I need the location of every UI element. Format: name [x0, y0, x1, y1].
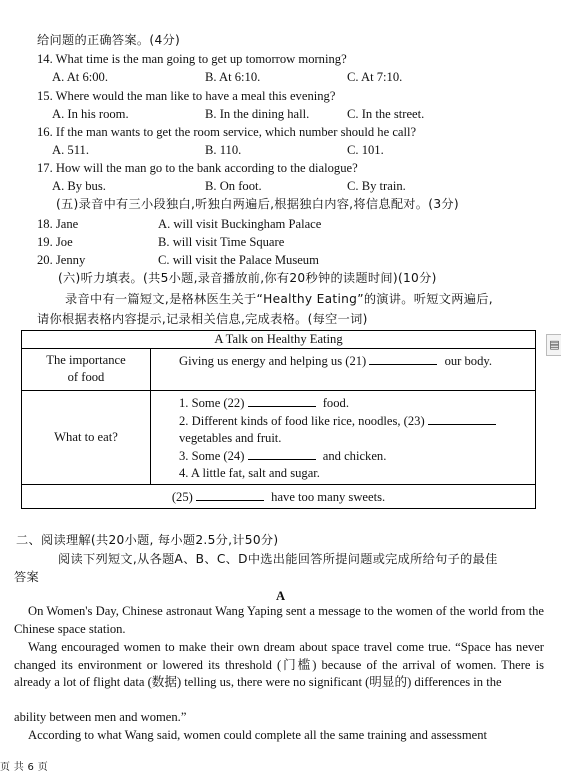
section-2-intro-line-1: 阅读下列短文,从各题A、B、C、D中选出能回答所提问题或完成所给句子的最佳	[58, 552, 498, 566]
page-footer: 页 共 6 页	[0, 762, 48, 773]
match-18-name: 18. Jane	[37, 217, 79, 231]
blank-25-suffix: have too many sweets.	[271, 490, 386, 504]
healthy-eating-table	[21, 330, 536, 509]
blank-21-prefix: Giving us energy and helping us (21)	[179, 354, 367, 368]
passage-paragraph-3: According to what Wang said, women could complete all the same training and assessment	[28, 728, 488, 742]
table-row-what-to-eat-label: What to eat?	[22, 391, 151, 485]
blank-23-continuation: vegetables and fruit.	[179, 431, 282, 445]
blank-22-prefix: 1. Some (22)	[179, 396, 245, 410]
blank-21-line[interactable]	[369, 352, 437, 365]
section-2-intro-line-2: 答案	[14, 570, 39, 584]
match-19-name: 19. Joe	[37, 235, 73, 249]
question-14-stem: 14. What time is the man going to get up tomorrow morning?	[37, 52, 347, 66]
blank-23-prefix: 2. Different kinds of food like rice, noodles, (23)	[179, 414, 425, 428]
blank-22-suffix: food.	[322, 396, 349, 410]
blank-25-line[interactable]	[196, 488, 264, 501]
question-16-option-c: C. 101.	[347, 143, 384, 157]
section-5-title: (五)录音中有三小段独白,听独白两遍后,根据独白内容,将信息配对。(3分)	[56, 197, 459, 211]
importance-label-line-2: of food	[67, 370, 105, 384]
question-14-option-b: B. At 6:10.	[205, 70, 261, 84]
question-15-stem: 15. Where would the man like to have a meal this evening?	[37, 89, 336, 103]
document-icon[interactable]: ▤	[546, 334, 561, 356]
section-6-intro-line-1: 录音中有一篇短文,是格林医生关于“Healthy Eating”的演讲。听短文两遍后,	[65, 292, 493, 306]
passage-paragraph-2: Wang encouraged women to make their own dream about space travel come true. “Space has never changed its environment or lowered its threshold (门槛) because of the arrival of women. There is already a lot of flight data (数据) telling us, there were no significant (明显的) differences in the	[14, 640, 544, 690]
table-row-importance-content	[151, 349, 536, 391]
section-6-title: (六)听力填表。(共5小题,录音播放前,你有20秒钟的读题时间)(10分)	[58, 271, 437, 285]
passage-paragraph-1: On Women's Day, Chinese astronaut Wang Yaping sent a message to the women of the world from the Chinese space station.	[14, 604, 544, 636]
table-row-25	[22, 485, 536, 509]
blank-22-line[interactable]	[248, 394, 316, 407]
question-16-option-a: A. 511.	[52, 143, 89, 157]
question-16-option-b: B. 110.	[205, 143, 242, 157]
blank-25-prefix: (25)	[171, 490, 193, 504]
passage-paragraph-2-end: ability between men and women.”	[14, 710, 187, 724]
table-row-importance-label	[22, 349, 151, 391]
blank-24-line[interactable]	[248, 447, 316, 460]
question-14-option-c: C. At 7:10.	[347, 70, 403, 84]
blank-24-prefix: 3. Some (24)	[179, 449, 245, 463]
question-17-stem: 17. How will the man go to the bank according to the dialogue?	[37, 161, 358, 175]
blank-23-line[interactable]	[428, 412, 496, 425]
question-17-option-b: B. On foot.	[205, 179, 262, 193]
previous-instruction-tail: 给问题的正确答案。(4分)	[37, 33, 181, 47]
match-20-name: 20. Jenny	[37, 253, 86, 267]
table-title: A Talk on Healthy Eating	[22, 331, 536, 349]
question-16-stem: 16. If the man wants to get the room service, which number should he call?	[37, 125, 417, 139]
importance-label-line-1: The importance	[46, 353, 126, 367]
match-option-c: C. will visit the Palace Museum	[158, 253, 319, 267]
question-15-option-c: C. In the street.	[347, 107, 425, 121]
question-17-option-a: A. By bus.	[52, 179, 106, 193]
match-option-b: B. will visit Time Square	[158, 235, 285, 249]
table-row-what-to-eat-content	[151, 391, 536, 485]
question-14-option-a: A. At 6:00.	[52, 70, 108, 84]
passage-label: A	[275, 589, 286, 603]
question-15-option-b: B. In the dining hall.	[205, 107, 310, 121]
what-to-eat-item-4: 4. A little fat, salt and sugar.	[179, 466, 320, 480]
match-option-a: A. will visit Buckingham Palace	[158, 217, 322, 231]
blank-24-suffix: and chicken.	[322, 449, 387, 463]
question-15-option-a: A. In his room.	[52, 107, 129, 121]
blank-21-suffix: our body.	[444, 354, 493, 368]
section-6-intro-line-2: 请你根据表格内容提示,记录相关信息,完成表格。(每空一词)	[37, 312, 368, 326]
section-2-title: 二、阅读理解(共20小题, 每小题2.5分,计50分)	[16, 533, 279, 547]
question-17-option-c: C. By train.	[347, 179, 406, 193]
